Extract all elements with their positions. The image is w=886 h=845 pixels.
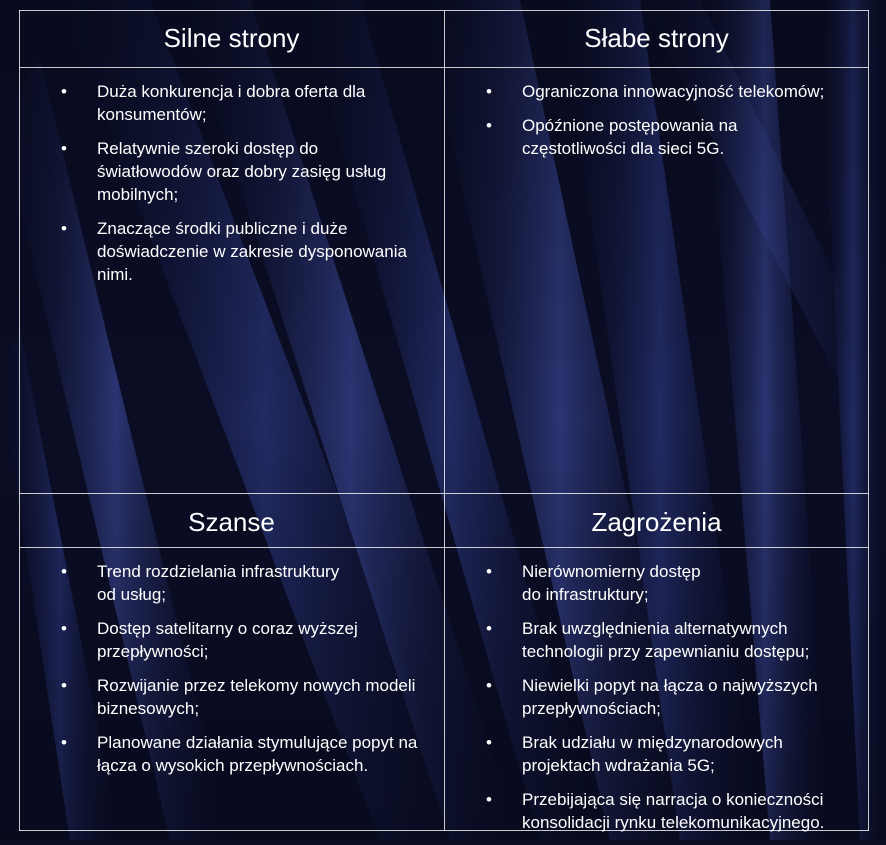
list-item [483,674,867,720]
list-item [483,731,867,777]
list-item-text: Brak udziału w międzynarodowych projektach wdrażania 5G; [522,733,783,775]
list-item [58,560,438,606]
bullet-icon: • [486,676,492,695]
column-separator [444,10,445,831]
list-item-text: Duża konkurencja i dobra oferta dla konsumentów; [97,82,366,124]
bullet-icon: • [486,562,492,581]
list-item [483,80,863,103]
weaknesses-title: Słabe strony [584,23,729,53]
bullet-icon: • [486,790,492,809]
threats-title: Zagrożenia [591,507,722,537]
list-item-text: Trend rozdzielania infrastruktury od usług; [97,562,340,604]
list-item [58,674,438,720]
list-item [58,80,438,126]
list-item [483,617,867,663]
list-item [58,731,438,777]
bullet-icon: • [486,116,492,135]
bullet-icon: • [486,82,492,101]
list-item [58,137,438,206]
bullet-icon: • [61,82,67,101]
opportunities-list [58,560,438,788]
bullet-icon: • [61,219,67,238]
list-item [483,114,863,160]
list-item-text: Niewielki popyt na łącza o najwyższych przepływnościach; [522,676,818,718]
list-item [58,617,438,663]
list-item-text: Opóźnione postępowania na częstotliwości dla sieci 5G. [522,116,738,158]
strengths-list [58,80,438,297]
list-item-text: Znaczące środki publiczne i duże doświadczenie w zakresie dysponowania nimi. [97,219,407,284]
list-item-text: Planowane działania stymulujące popyt na łącza o wysokich przepływnościach. [97,733,418,775]
list-item [483,788,867,834]
table-border-left [19,10,20,831]
list-item-text: Ograniczona innowacyjność telekomów; [522,82,825,101]
threats-list [483,560,867,845]
bullet-icon: • [486,619,492,638]
list-item-text: Brak uwzględnienia alternatywnych technologii przy zapewnianiu dostępu; [522,619,810,661]
bullet-icon: • [61,139,67,158]
list-item [483,560,867,606]
bullet-icon: • [61,733,67,752]
list-item-text: Nierównomierny dostęp do infrastruktury; [522,562,701,604]
list-item-text: Przebijająca się narracja o konieczności konsolidacji rynku telekomunikacyjnego. [522,790,825,832]
bullet-icon: • [61,676,67,695]
list-item-text: Dostęp satelitarny o coraz wyższej przepływności; [97,619,358,661]
list-item-text: Relatywnie szeroki dostęp do światłowodów oraz dobry zasięg usług mobilnych; [97,139,387,204]
swot-table [19,10,869,831]
list-item [58,217,438,286]
opportunities-title: Szanse [188,507,275,537]
bullet-icon: • [486,733,492,752]
table-border-right [868,10,869,831]
strengths-title: Silne strony [163,23,300,53]
weaknesses-list [483,80,863,171]
bullet-icon: • [61,562,67,581]
bullet-icon: • [61,619,67,638]
list-item-text: Rozwijanie przez telekomy nowych modeli biznesowych; [97,676,416,718]
